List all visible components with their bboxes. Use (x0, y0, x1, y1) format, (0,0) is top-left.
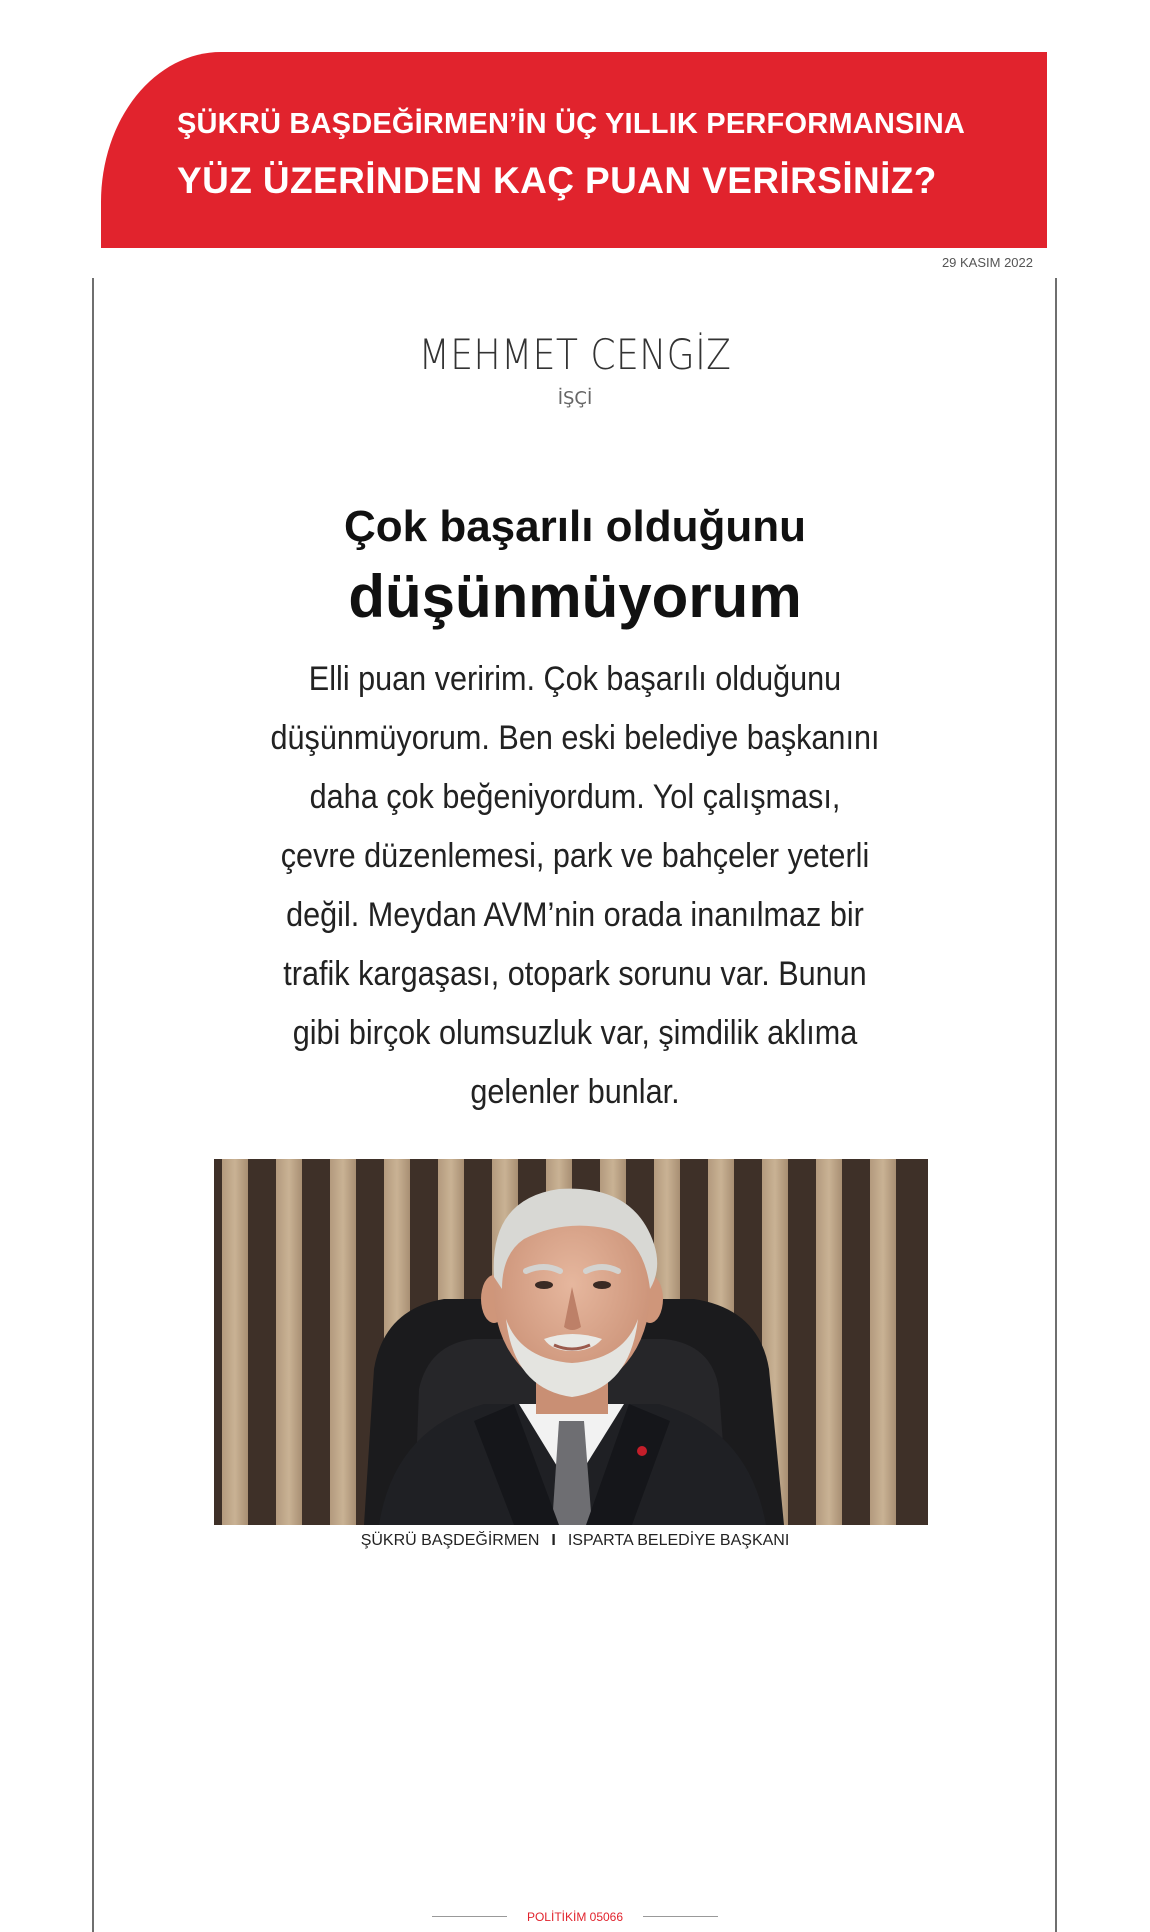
photo-caption (0, 1532, 1150, 1550)
publication-date: 29 KASIM 2022 (941, 255, 1033, 270)
body-line: daha çok beğeniyordum. Yol çalışması, (309, 778, 841, 816)
header-title-line2: YÜZ ÜZERİNDEN KAÇ PUAN VERİRSİNİZ? (177, 160, 937, 201)
body-line: gibi birçok olumsuzluk var, şimdilik aklıma (292, 1014, 858, 1052)
author-role: İŞÇİ (557, 388, 593, 409)
body-line: değil. Meydan AVM’nin orada inanılmaz bir (286, 896, 864, 934)
caption-separator: I (551, 1532, 556, 1549)
body-line: trafik kargaşası, otopark sorunu var. Bunun (283, 955, 867, 993)
header-title-line1: ŞÜKRÜ BAŞDEĞİRMEN’İN ÜÇ YILLIK PERFORMANSINA (177, 108, 966, 140)
header-banner (101, 52, 1047, 248)
body-line: Elli puan veririm. Çok başarılı olduğunu (308, 660, 842, 698)
portrait-photo (214, 1159, 928, 1525)
author-name: MEHMET CENGİZ (418, 330, 732, 379)
caption-title: ISPARTA BELEDİYE BAŞKANI (567, 1532, 790, 1549)
body-line: çevre düzenlemesi, park ve bahçeler yeterli (280, 837, 870, 875)
caption-name: ŞÜKRÜ BAŞDEĞİRMEN (360, 1532, 540, 1549)
body-line: gelenler bunlar. (470, 1073, 680, 1111)
headline-line1: Çok başarılı olduğunu (343, 502, 807, 551)
page-footer (0, 1908, 1150, 1926)
footer-rule-right (643, 1916, 718, 1917)
article-body (256, 650, 895, 1122)
headline-line2: düşünmüyorum (348, 563, 802, 630)
body-line: düşünmüyorum. Ben eski belediye başkanını (270, 719, 880, 757)
footer-rule-left (432, 1916, 507, 1917)
footer-label: POLİTİKİM 05066 (526, 1909, 624, 1924)
